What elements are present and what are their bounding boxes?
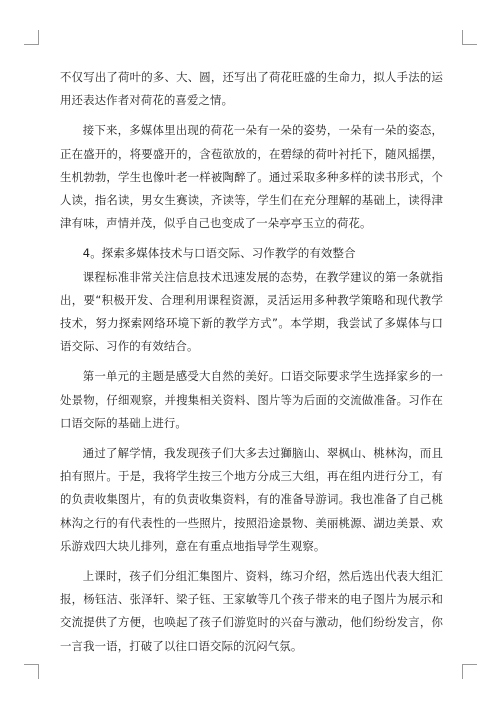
crop-mark-top-right (462, 30, 477, 45)
crop-mark-bottom-left (24, 664, 39, 679)
paragraph-1: 不仅写出了荷叶的多、大、圆，还写出了荷花旺盛的生命力，拟人手法的运用还表达作者对荷花的喜爱之情。 (60, 70, 443, 108)
crop-mark-top-left (24, 30, 39, 45)
paragraph-4: 第一单元的主题是感受大自然的美好。口语交际要求学生选择家乡的一处景物，仔细观察，并搜集相关资料、图片等为后面的交流做准备。习作在口语交际的基础上进行。 (60, 369, 443, 430)
section-heading-4: 4。探索多媒体技术与口语交际、习作教学的有效整合 (82, 246, 356, 261)
paragraph-2: 接下来，多媒体里出现的荷花一朵有一朵的姿势，一朵有一朵的姿态，正在盛开的，将要盛开的，含苞欲放的，在碧绿的荷叶衬托下，随风摇摆，生机勃勃，学生也像叶老一样被陶醉了。通过采取多种多样的读书形式，个人读，指名读，男女生赛读，齐读等，学生们在充分理解的基础上，读得津津有味，声情并茂，似乎自己也变成了一朵亭亭玉立的荷花。 (60, 123, 443, 231)
paragraph-6: 上课时，孩子们分组汇集图片、资料，练习介绍，然后选出代表大组汇报，杨钰洁、张泽轩、梁子钰、王家敏等几个孩子带来的电子图片为展示和交流提供了方便，也唤起了孩子们游览时的兴奋与激动，他们纷纷发言，你一言我一语，打破了以往口语交际的沉闷气氛。 (60, 569, 443, 653)
crop-mark-bottom-right (462, 664, 477, 679)
paragraph-5: 通过了解学情，我发现孩子们大多去过獅脑山、翠枫山、桃林沟，而且拍有照片。于是，我将学生按三个地方分成三大组，再在组内进行分工，有的负责收集图片，有的负责收集资料，有的准备导游词。我也准备了自己桃林沟之行的有代表性的一些照片，按照沿途景物、美丽桃源、湖边美景、欢乐游戏四大块儿排列，意在有重点地指导学生观察。 (60, 446, 443, 553)
paragraph-3: 课程标准非常关注信息技术迅速发展的态势，在教学建议的第一条就指出，要“积极开发、合理利用课程资源，灵活运用多种教学策略和现代教学技术，努力探索网络环境下新的教学方式”。本学期，我尝试了多媒体与口语交际、习作的有效结合。 (60, 269, 443, 354)
document-body (60, 66, 443, 658)
